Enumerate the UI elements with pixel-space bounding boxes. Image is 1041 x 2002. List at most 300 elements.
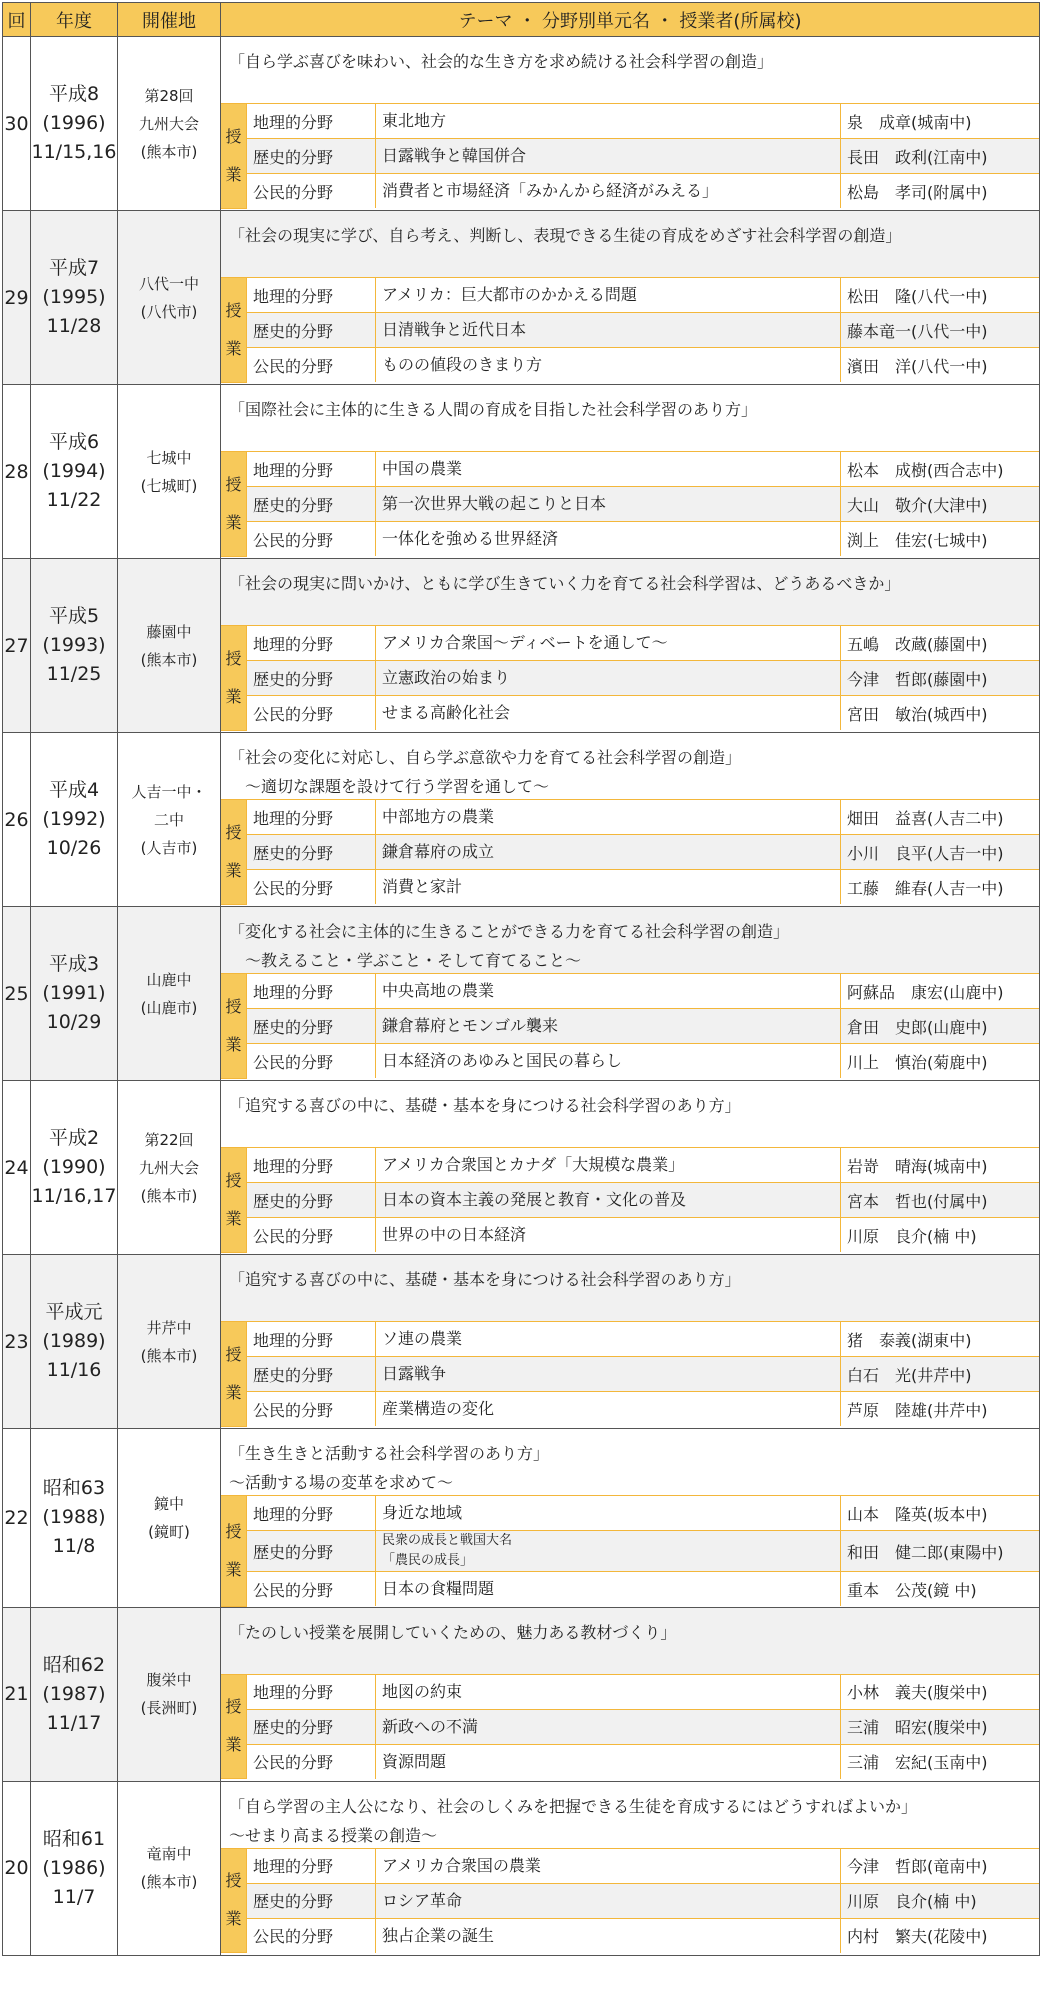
teacher-cell: 今津 哲郎(藤園中) <box>841 661 1040 696</box>
field-cell: 歴史的分野 <box>247 1183 376 1218</box>
teacher-cell: 白石 光(井芹中) <box>841 1357 1040 1392</box>
venue-line: (鏡町) <box>148 1522 190 1541</box>
teacher-cell: 松田 隆(八代一中) <box>841 278 1040 313</box>
field-cell: 地理的分野 <box>247 1496 376 1531</box>
field-cell: 地理的分野 <box>247 626 376 661</box>
class-label: 授業 <box>221 278 247 382</box>
lesson-row <box>221 1009 1039 1044</box>
lesson-row <box>221 1744 1039 1779</box>
theme <box>221 1608 1039 1675</box>
unit-cell <box>376 1744 841 1779</box>
venue-line: (熊本市) <box>140 650 198 669</box>
lesson-row <box>221 139 1039 174</box>
era-year: 平成7 <box>48 257 100 279</box>
meeting-date: 10/26 <box>46 837 102 859</box>
meeting-year <box>31 1429 118 1608</box>
unit-name: 中部地方の農業 <box>382 807 495 826</box>
era-year: 平成4 <box>48 779 100 801</box>
meeting-content <box>221 1781 1040 1955</box>
theme-line: ～せまり高まる授業の創造～ <box>229 1825 438 1845</box>
lesson-table <box>221 974 1039 1079</box>
unit-cell <box>376 139 841 174</box>
field-cell: 歴史的分野 <box>247 313 376 348</box>
meeting-venue <box>118 1255 221 1429</box>
lesson-row <box>221 104 1039 139</box>
unit-cell <box>376 1675 841 1710</box>
teacher-cell: 三浦 宏紀(玉南中) <box>841 1744 1040 1779</box>
lesson-row <box>221 696 1039 731</box>
unit-name: 立憲政治の始まり <box>382 668 511 687</box>
meeting-number: 30 <box>3 37 31 211</box>
theme-line: 「生き生きと活動する社会科学習のあり方」 <box>229 1444 550 1463</box>
class-label: 授業 <box>221 974 247 1078</box>
unit-name: アメリカ合衆国～ディベートを通して～ <box>382 633 668 652</box>
western-year: (1993) <box>42 634 106 656</box>
unit-name: 地図の約束 <box>382 1681 463 1701</box>
field-cell: 公民的分野 <box>247 1218 376 1253</box>
venue-line: 藤園中 <box>146 622 192 641</box>
meeting-content <box>221 37 1040 211</box>
teacher-cell: 倉田 史郎(山鹿中) <box>841 1009 1040 1044</box>
field-cell: 公民的分野 <box>247 1918 376 1953</box>
western-year: (1991) <box>42 982 106 1004</box>
meeting-venue <box>118 37 221 211</box>
field-cell: 地理的分野 <box>247 452 376 487</box>
teacher-cell: 濱田 洋(八代一中) <box>841 348 1040 383</box>
field-cell: 歴史的分野 <box>247 487 376 522</box>
field-cell: 公民的分野 <box>247 1392 376 1427</box>
unit-cell <box>376 1392 841 1427</box>
unit-name: 産業構造の変化 <box>382 1399 495 1418</box>
unit-cell <box>376 870 841 905</box>
class-label: 授業 <box>221 1849 247 1953</box>
venue-line: 山鹿中 <box>146 970 192 989</box>
teacher-cell: 川原 良介(楠 中) <box>841 1883 1040 1918</box>
unit-cell <box>376 1044 841 1079</box>
unit-cell <box>376 661 841 696</box>
unit-cell <box>376 835 841 870</box>
field-cell: 公民的分野 <box>247 348 376 383</box>
theme <box>221 1429 1039 1496</box>
venue-line: 九州大会 <box>138 114 199 133</box>
western-year: (1986) <box>42 1856 106 1879</box>
theme-line: 「社会の変化に対応し、自ら学ぶ意欲や力を育てる社会科学習の創造」 <box>229 748 742 767</box>
unit-name: 東北地方 <box>382 111 447 130</box>
header-year: 年度 <box>31 3 118 37</box>
lesson-row <box>221 974 1039 1009</box>
meeting-venue <box>118 1081 221 1255</box>
unit-name: 消費者と市場経済「みかんから経済がみえる」 <box>382 181 719 200</box>
unit-cell <box>376 1709 841 1744</box>
class-label: 授業 <box>221 452 247 556</box>
lesson-row <box>221 1357 1039 1392</box>
field-cell: 歴史的分野 <box>247 139 376 174</box>
teacher-cell: 五嶋 改蔵(藤園中) <box>841 626 1040 661</box>
unit-cell <box>376 1148 841 1183</box>
teacher-cell: 今津 哲郎(竜南中) <box>841 1849 1040 1884</box>
unit-name: 鎌倉幕府とモンゴル襲来 <box>382 1016 559 1035</box>
era-year: 平成3 <box>48 953 100 975</box>
meeting-row <box>3 1081 1040 1255</box>
meeting-row <box>3 37 1040 211</box>
field-cell: 歴史的分野 <box>247 1709 376 1744</box>
lesson-table <box>221 1322 1039 1427</box>
field-cell: 公民的分野 <box>247 522 376 557</box>
meeting-year <box>31 37 118 211</box>
meeting-date: 11/8 <box>52 1535 96 1558</box>
meeting-date: 11/16 <box>46 1359 102 1381</box>
field-cell: 歴史的分野 <box>247 1009 376 1044</box>
meeting-number: 21 <box>3 1607 31 1781</box>
lesson-row <box>221 452 1039 487</box>
field-cell: 公民的分野 <box>247 1744 376 1779</box>
unit-cell <box>376 522 841 557</box>
theme <box>221 385 1039 452</box>
lesson-table <box>221 452 1039 557</box>
teacher-cell: 松島 孝司(附属中) <box>841 174 1040 209</box>
lesson-row <box>221 1044 1039 1079</box>
meeting-content <box>221 211 1040 385</box>
meeting-row <box>3 1781 1040 1955</box>
field-cell: 公民的分野 <box>247 1044 376 1079</box>
unit-name: 独占企業の誕生 <box>382 1925 495 1945</box>
unit-name: せまる高齢化社会 <box>382 703 511 722</box>
unit-cell <box>376 348 841 383</box>
theme-line: 「たのしい授業を展開していくための、魅力ある教材づくり」 <box>229 1622 677 1642</box>
theme-line: 「自ら学ぶ喜びを味わい、社会的な生き方を求め続ける社会科学習の創造」 <box>229 52 774 71</box>
teacher-cell: 藤本竜一(八代一中) <box>841 313 1040 348</box>
venue-line: (山鹿市) <box>140 998 198 1017</box>
lesson-row <box>221 800 1039 835</box>
meeting-venue <box>118 907 221 1081</box>
venue-line: (熊本市) <box>140 142 198 161</box>
unit-name: 世界の中の日本経済 <box>382 1225 527 1244</box>
lesson-row <box>221 1675 1039 1710</box>
unit-cell <box>376 1883 841 1918</box>
field-cell: 歴史的分野 <box>247 1883 376 1918</box>
venue-line: 井芹中 <box>146 1318 192 1337</box>
era-year: 平成6 <box>48 431 100 453</box>
venue-line: 鏡中 <box>153 1494 184 1513</box>
meeting-row <box>3 559 1040 733</box>
meeting-row <box>3 907 1040 1081</box>
unit-cell <box>376 696 841 731</box>
venue-line: (人吉市) <box>140 838 198 857</box>
meeting-venue <box>118 1781 221 1955</box>
meeting-number: 27 <box>3 559 31 733</box>
venue-line: 腹栄中 <box>146 1671 192 1689</box>
venue-line: (長洲町) <box>140 1699 198 1717</box>
unit-name: 日本の資本主義の発展と教育・文化の普及 <box>382 1190 687 1209</box>
class-label: 授業 <box>221 1322 247 1426</box>
theme-line: 「追究する喜びの中に、基礎・基本を身につける社会科学習のあり方」 <box>229 1096 741 1115</box>
meeting-row <box>3 1255 1040 1429</box>
unit-name: アメリカ合衆国とカナダ「大規模な農業」 <box>382 1155 685 1174</box>
lesson-table <box>221 1675 1039 1780</box>
field-cell: 歴史的分野 <box>247 661 376 696</box>
meeting-date: 11/15,16 <box>31 141 117 163</box>
lesson-row <box>221 278 1039 313</box>
meeting-content <box>221 1607 1040 1781</box>
teacher-cell: 小川 良平(人吉一中) <box>841 835 1040 870</box>
theme-line: ～教えること・学ぶこと・そして育てること～ <box>229 951 582 970</box>
field-cell: 歴史的分野 <box>247 835 376 870</box>
venue-line: 人吉一中・ <box>131 782 207 801</box>
field-cell: 地理的分野 <box>247 1675 376 1710</box>
header-content: テーマ ・ 分野別単元名 ・ 授業者(所属校) <box>221 3 1040 37</box>
field-cell: 地理的分野 <box>247 104 376 139</box>
lesson-row <box>221 522 1039 557</box>
unit-name: 日本経済のあゆみと国民の暮らし <box>382 1051 623 1070</box>
venue-line: 八代一中 <box>138 274 199 293</box>
unit-name: 日露戦争 <box>382 1364 447 1383</box>
meeting-date: 11/22 <box>46 489 102 511</box>
teacher-cell: 長田 政利(江南中) <box>841 139 1040 174</box>
meeting-year <box>31 211 118 385</box>
teacher-cell: 宮本 哲也(付属中) <box>841 1183 1040 1218</box>
lesson-row <box>221 835 1039 870</box>
unit-name: 鎌倉幕府の成立 <box>382 842 495 861</box>
theme <box>221 1081 1039 1148</box>
era-year: 昭和62 <box>42 1653 106 1676</box>
meeting-content <box>221 733 1040 907</box>
unit-cell <box>376 1849 841 1884</box>
meeting-date: 10/29 <box>46 1011 102 1033</box>
unit-name: 日清戦争と近代日本 <box>382 320 527 339</box>
venue-line: (熊本市) <box>140 1873 198 1891</box>
unit-name: 日本の食糧問題 <box>382 1579 495 1598</box>
lesson-row <box>221 1531 1039 1572</box>
lesson-row <box>221 313 1039 348</box>
meeting-venue <box>118 1607 221 1781</box>
meeting-number: 25 <box>3 907 31 1081</box>
teacher-cell: 猪 泰義(湖東中) <box>841 1322 1040 1357</box>
field-cell: 地理的分野 <box>247 974 376 1009</box>
western-year: (1988) <box>42 1506 106 1529</box>
teacher-cell: 大山 敬介(大津中) <box>841 487 1040 522</box>
unit-cell <box>376 174 841 209</box>
theme-line: 「社会の現実に学び、自ら考え、判断し、表現できる生徒の育成をめざす社会科学習の創造」 <box>229 226 902 245</box>
class-label: 授業 <box>221 626 247 730</box>
class-label: 授業 <box>221 1148 247 1252</box>
lesson-row <box>221 1709 1039 1744</box>
venue-line: 九州大会 <box>138 1158 199 1177</box>
header-venue: 開催地 <box>118 3 221 37</box>
unit-cell <box>376 974 841 1009</box>
teacher-cell: 川上 慎治(菊鹿中) <box>841 1044 1040 1079</box>
unit-cell <box>376 1918 841 1953</box>
unit-name: アメリカ：巨大都市のかかえる問題 <box>382 285 637 304</box>
header-row <box>3 3 1040 37</box>
unit-cell <box>376 1322 841 1357</box>
theme <box>221 1255 1039 1322</box>
lesson-table <box>221 626 1039 731</box>
unit-name: 民衆の成長と戦国大名 <box>382 1533 513 1548</box>
unit-cell <box>376 800 841 835</box>
meeting-venue <box>118 733 221 907</box>
meeting-year <box>31 1081 118 1255</box>
venue-line: (八代市) <box>140 302 198 321</box>
era-year: 昭和61 <box>42 1827 106 1850</box>
history-table <box>2 2 1040 1956</box>
meeting-date: 11/28 <box>46 315 102 337</box>
lesson-table <box>221 800 1039 905</box>
unit-cell <box>376 104 841 139</box>
teacher-cell: 泉 成章(城南中) <box>841 104 1040 139</box>
meeting-content <box>221 559 1040 733</box>
lesson-row <box>221 1322 1039 1357</box>
field-cell: 公民的分野 <box>247 696 376 731</box>
meeting-row <box>3 385 1040 559</box>
lesson-row <box>221 1218 1039 1253</box>
era-year: 平成5 <box>48 605 100 627</box>
theme <box>221 1782 1039 1849</box>
era-year: 平成8 <box>48 83 100 105</box>
teacher-cell: 阿蘇品 康宏(山鹿中) <box>841 974 1040 1009</box>
venue-line: 第28回 <box>144 86 194 105</box>
meeting-number: 28 <box>3 385 31 559</box>
teacher-cell: 宮田 敏治(城西中) <box>841 696 1040 731</box>
unit-name: アメリカ合衆国の農業 <box>382 1855 541 1875</box>
teacher-cell: 渕上 佳宏(七城中) <box>841 522 1040 557</box>
meeting-date: 11/25 <box>46 663 102 685</box>
era-year: 平成元 <box>45 1301 103 1323</box>
field-cell: 歴史的分野 <box>247 1531 376 1572</box>
lesson-row <box>221 1496 1039 1531</box>
unit-name: 中国の農業 <box>382 459 463 478</box>
meeting-number: 26 <box>3 733 31 907</box>
venue-line: (七城町) <box>140 476 198 495</box>
unit-name: 中央高地の農業 <box>382 981 495 1000</box>
unit-name: 第一次世界大戦の起こりと日本 <box>382 494 607 513</box>
western-year: (1996) <box>42 112 106 134</box>
unit-name: ソ連の農業 <box>382 1329 463 1348</box>
theme <box>221 907 1039 974</box>
meeting-content <box>221 1429 1040 1608</box>
unit-name: 一体化を強める世界経済 <box>382 529 559 548</box>
meeting-content <box>221 1255 1040 1429</box>
teacher-cell: 川原 良介(楠 中) <box>841 1218 1040 1253</box>
lesson-table <box>221 1496 1039 1607</box>
meeting-number: 22 <box>3 1429 31 1608</box>
field-cell: 地理的分野 <box>247 1322 376 1357</box>
lesson-row <box>221 870 1039 905</box>
western-year: (1994) <box>42 460 106 482</box>
meeting-year <box>31 1607 118 1781</box>
unit-cell <box>376 1009 841 1044</box>
western-year: (1992) <box>42 808 106 830</box>
unit-cell <box>376 452 841 487</box>
unit-cell <box>376 1531 841 1572</box>
western-year: (1990) <box>42 1156 106 1178</box>
theme-line: 「国際社会に主体的に生きる人間の育成を目指した社会科学習のあり方」 <box>229 400 758 419</box>
venue-line: 七城中 <box>146 448 192 467</box>
class-label: 授業 <box>221 1496 247 1606</box>
teacher-cell: 工藤 維春(人吉一中) <box>841 870 1040 905</box>
meeting-year <box>31 907 118 1081</box>
lesson-table <box>221 1849 1039 1954</box>
theme <box>221 37 1039 104</box>
meeting-number: 23 <box>3 1255 31 1429</box>
unit-cell <box>376 1357 841 1392</box>
unit-cell <box>376 487 841 522</box>
unit-name: ものの値段のきまり方 <box>382 355 543 374</box>
unit-subtitle: 「農民の成長」 <box>382 1553 474 1568</box>
meeting-number: 29 <box>3 211 31 385</box>
meeting-content <box>221 907 1040 1081</box>
lesson-row <box>221 626 1039 661</box>
lesson-row <box>221 1183 1039 1218</box>
unit-name: 資源問題 <box>382 1751 447 1771</box>
meeting-year <box>31 1255 118 1429</box>
meeting-date: 11/7 <box>52 1885 96 1908</box>
lesson-row <box>221 661 1039 696</box>
theme <box>221 559 1039 626</box>
class-label: 授業 <box>221 1675 247 1779</box>
unit-name: 日露戦争と韓国併合 <box>382 146 527 165</box>
unit-cell <box>376 1183 841 1218</box>
western-year: (1987) <box>42 1682 106 1705</box>
meeting-number: 24 <box>3 1081 31 1255</box>
era-year: 昭和63 <box>42 1477 106 1500</box>
teacher-cell: 山本 隆英(坂本中) <box>841 1496 1040 1531</box>
venue-line: 竜南中 <box>146 1845 192 1863</box>
meeting-number: 20 <box>3 1781 31 1955</box>
venue-line: 二中 <box>153 810 184 829</box>
teacher-cell: 内村 繁夫(花陵中) <box>841 1918 1040 1953</box>
field-cell: 地理的分野 <box>247 278 376 313</box>
lesson-table <box>221 1148 1039 1253</box>
meeting-venue <box>118 559 221 733</box>
unit-name: 新政への不満 <box>382 1716 479 1736</box>
meeting-content <box>221 1081 1040 1255</box>
lesson-row <box>221 1392 1039 1427</box>
theme <box>221 733 1039 800</box>
lesson-row <box>221 348 1039 383</box>
header-num: 回 <box>3 3 31 37</box>
lesson-row <box>221 1572 1039 1607</box>
teacher-cell: 小林 義夫(腹栄中) <box>841 1675 1040 1710</box>
theme-line: 「社会の現実に問いかけ、ともに学び生きていく力を育てる社会科学習は、どうあるべきか」 <box>229 574 901 593</box>
unit-cell <box>376 1572 841 1607</box>
unit-cell <box>376 313 841 348</box>
lesson-row <box>221 487 1039 522</box>
meeting-venue <box>118 211 221 385</box>
field-cell: 地理的分野 <box>247 1148 376 1183</box>
theme-line: 「追究する喜びの中に、基礎・基本を身につける社会科学習のあり方」 <box>229 1270 741 1289</box>
teacher-cell: 重本 公茂(鏡 中) <box>841 1572 1040 1607</box>
teacher-cell: 畑田 益喜(人吉二中) <box>841 800 1040 835</box>
teacher-cell: 松本 成樹(西合志中) <box>841 452 1040 487</box>
theme-line: ～活動する場の変革を求めて～ <box>229 1473 454 1492</box>
teacher-cell: 和田 健二郎(東陽中) <box>841 1531 1040 1572</box>
unit-cell <box>376 626 841 661</box>
field-cell: 地理的分野 <box>247 1849 376 1884</box>
meeting-row <box>3 211 1040 385</box>
meeting-date: 11/17 <box>46 1711 102 1734</box>
lesson-table <box>221 104 1039 209</box>
field-cell: 公民的分野 <box>247 870 376 905</box>
era-year: 平成2 <box>48 1127 100 1149</box>
meeting-year <box>31 733 118 907</box>
venue-line: (熊本市) <box>140 1186 198 1205</box>
unit-name: 身近な地域 <box>382 1503 463 1522</box>
teacher-cell: 芦原 陸雄(井芹中) <box>841 1392 1040 1427</box>
lesson-row <box>221 1849 1039 1884</box>
field-cell: 公民的分野 <box>247 174 376 209</box>
class-label: 授業 <box>221 800 247 904</box>
venue-line: 第22回 <box>144 1130 194 1149</box>
